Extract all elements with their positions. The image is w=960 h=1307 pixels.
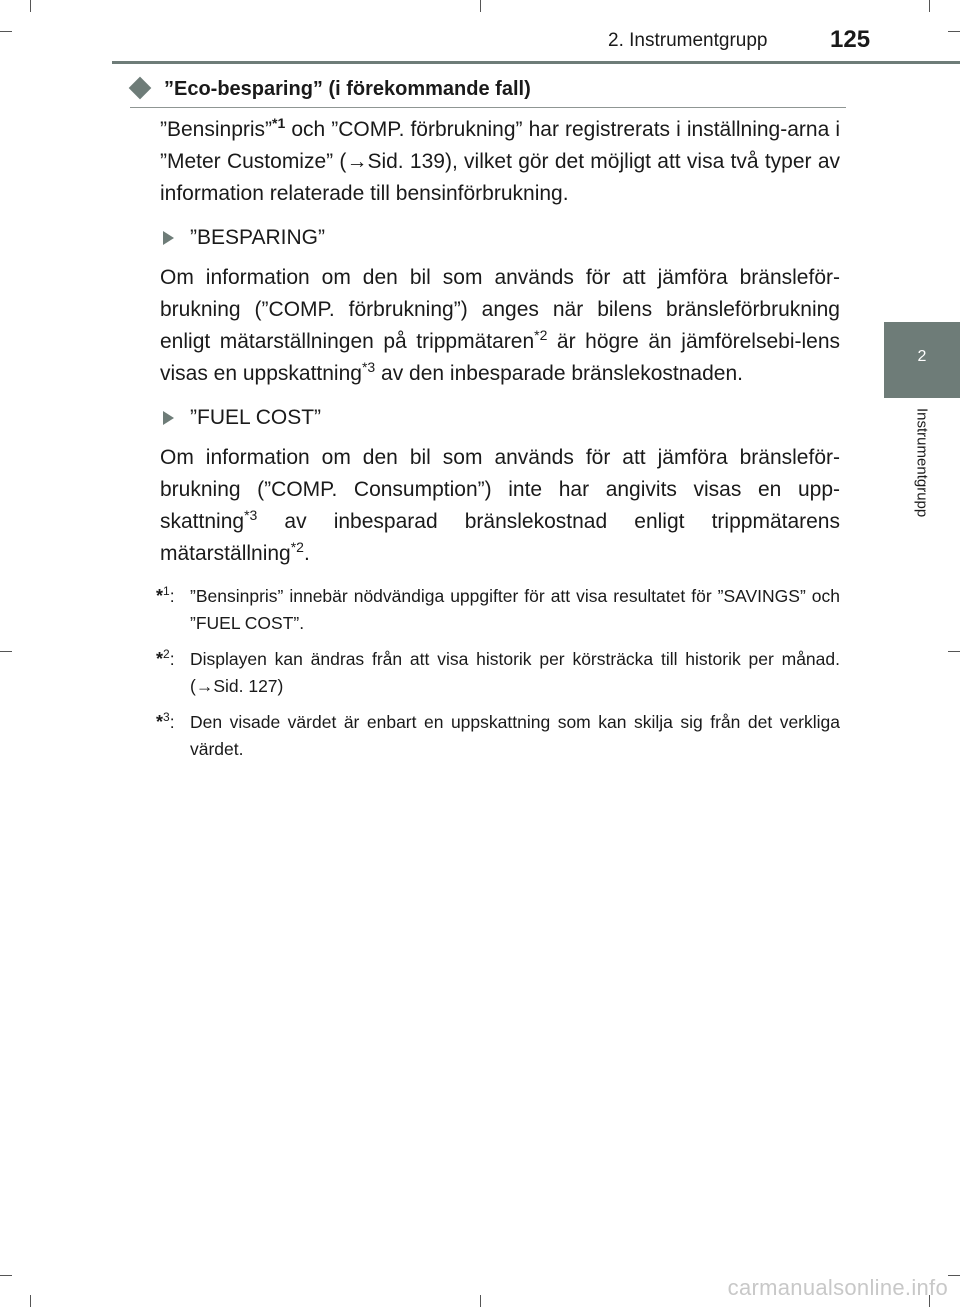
crop-mark bbox=[480, 1295, 481, 1307]
footnote-ref-mark: *2 bbox=[290, 539, 304, 555]
paragraph-text: är högre än jämförelsebi-lens visas en uppskattning bbox=[160, 330, 841, 385]
page-header bbox=[0, 0, 960, 64]
fuel-cost-paragraph bbox=[160, 442, 840, 570]
footnote-marker: *$^3$: bbox=[156, 710, 175, 732]
intro-text: ”Bensinpris” bbox=[160, 118, 273, 141]
arrow-right-icon: → bbox=[346, 150, 368, 173]
triangle-right-icon bbox=[163, 231, 174, 245]
subheading-savings bbox=[160, 222, 840, 254]
paragraph-text: Om information om den bil som används för att jämföra bränsleför-brukning (”COMP. förbrukning”) anges när bilens bränsleförbrukning enligt mätarställningen på trippmätaren bbox=[160, 266, 840, 353]
paragraph-text: . bbox=[303, 542, 310, 565]
paragraph-text: Om information om den bil som används för att jämföra bränsleför-brukning (”COMP. Consumption”) inte har angivits visas en upp-skattning bbox=[160, 446, 840, 533]
chapter-tab bbox=[884, 322, 960, 398]
footnote-marker: *$^1$: bbox=[156, 584, 175, 606]
arrow-right-icon: → bbox=[195, 676, 214, 696]
subheading-fuel-cost bbox=[160, 402, 840, 434]
subheading-text: ”FUEL COST” bbox=[190, 406, 322, 429]
footnote bbox=[156, 583, 840, 637]
savings-paragraph bbox=[160, 262, 840, 390]
intro-text: och ”COMP. förbrukning” har registrerats i inställning-arna i ”Meter Customize” ( bbox=[160, 118, 840, 173]
crop-mark bbox=[0, 651, 12, 652]
watermark: carmanualsonline.info bbox=[727, 1275, 948, 1300]
footnote-marker: *$^2$: bbox=[156, 647, 175, 669]
footnote-ref-mark: *3 bbox=[244, 507, 258, 523]
crop-mark bbox=[948, 1275, 960, 1276]
footnote-text: Den visade värdet är enbart en uppskattning som kan skilja sig från det verkliga värdet. bbox=[190, 712, 840, 759]
footnote-ref bbox=[272, 115, 286, 141]
crop-mark bbox=[948, 651, 960, 652]
section-heading bbox=[130, 76, 846, 106]
page-number: 125 bbox=[830, 26, 871, 53]
paragraph-text: av den inbesparade bränslekostnaden. bbox=[375, 362, 743, 385]
subheading-text: ”BESPARING” bbox=[190, 226, 325, 249]
crop-mark bbox=[30, 1295, 31, 1307]
header-section-title: 2. Instrumentgrupp bbox=[608, 30, 768, 51]
main-content bbox=[156, 114, 841, 763]
header-rule bbox=[112, 61, 960, 64]
section-underline bbox=[130, 107, 846, 108]
footnote-ref-mark: *3 bbox=[361, 359, 376, 375]
intro-text: Sid. 139), vilket gör det möjligt att visa två typer av information relaterade till bensinförbrukning. bbox=[160, 150, 840, 205]
footnote-text: Sid. 127) bbox=[213, 676, 284, 696]
footnote-text: Displayen kan ändras från att visa historik per körsträcka till historik per månad. ( bbox=[190, 649, 840, 696]
chapter-tab-label: Instrumentgrupp bbox=[913, 408, 931, 518]
footnote-text: ”Bensinpris” innebär nödvändiga uppgifter för att visa resultatet för ”SAVINGS” och ”FUEL COST”. bbox=[190, 586, 840, 633]
intro-paragraph bbox=[160, 114, 840, 210]
section-title: ”Eco-besparing” (i förekommande fall) bbox=[164, 78, 531, 100]
chapter-tab-number: 2 bbox=[917, 348, 927, 365]
footnote-ref-mark: *2 bbox=[534, 327, 548, 343]
footnote bbox=[156, 709, 840, 763]
triangle-right-icon bbox=[163, 411, 174, 425]
footnote bbox=[156, 646, 840, 700]
diamond-icon bbox=[129, 77, 152, 100]
paragraph-text: av inbesparad bränslekostnad enligt trippmätarens mätarställning bbox=[160, 510, 840, 565]
crop-mark bbox=[0, 1275, 12, 1276]
footnote-ref-mark: *1 bbox=[272, 115, 286, 131]
